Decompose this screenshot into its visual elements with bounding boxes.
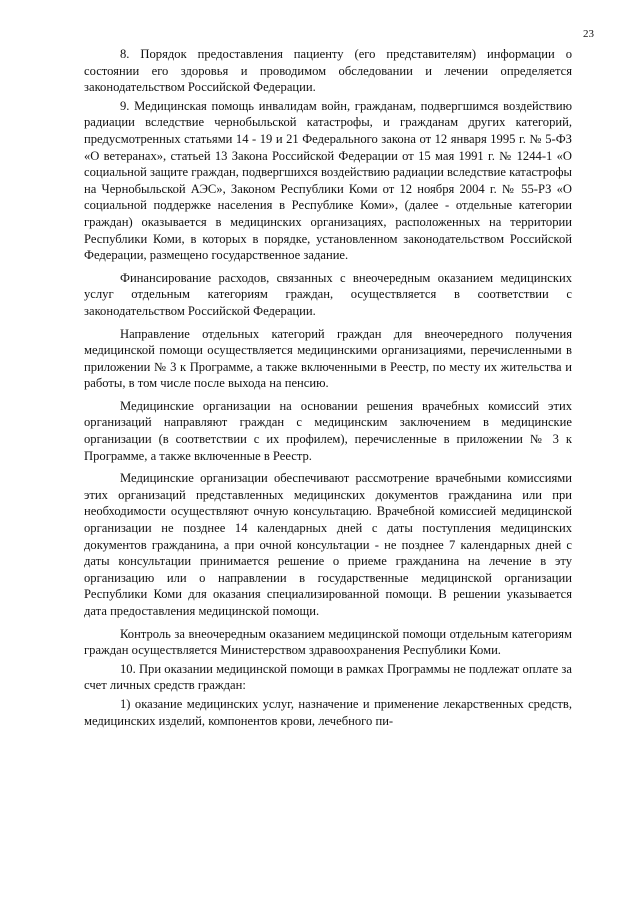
paragraph-review: Медицинские организации обеспечивают рассмотрение врачебными комиссиями этих организаций представленных медицинских документов гражданина или при необходимости осуществляют очную консультацию. Врачебной комиссией медицинской организации не позднее 14 календарных дней с даты поступления медицинских документов гражданина, а при очной консультации - не позднее 7 календарных дней с даты консультации принимается решение о приеме гражданина на лечение в эту организацию или о направлении в государственные медицинской организации Республики Коми для оказания специализированной помощи. В решении указывается дата предоставления медицинской помощи. <box>84 471 572 618</box>
paragraph-referral: Направление отдельных категорий граждан для внеочередного получения медицинской помощи осуществляется медицинскими организациями, перечисленными в приложении № 3 к Программе, а также включенными в Реестр, по месту их жительства и работы, в том числе после выхода на пенсию. <box>84 326 572 391</box>
paragraph-9: 9. Медицинская помощь инвалидам войн, гражданам, подвергшимся воздействию радиации вследствие чернобыльской катастрофы, и гражданам других категорий, предусмотренных статьями 14 - 19 и 21 Федерального закона от 12 января 1995 г. № 5-ФЗ «О ветеранах», статьей 13 Закона Российской Федерации от 15 мая 1991 г. № 1244-1 «О социальной защите граждан, подвергшихся воздействию радиации вследствие катастрофы на Чернобыльской АЭС», Законом Республики Коми от 12 ноября 2004 г. № 55-РЗ «О социальной поддержке населения в Республике Коми», (далее - отдельные категории граждан) оказывается в медицинских организациях, расположенных на территории Республики Коми, в которых в порядке, установленном законодательством Российской Федерации, размещено государственное задание. <box>84 98 572 263</box>
paragraph-financing: Финансирование расходов, связанных с внеочередным оказанием медицинских услуг отдельным категориям граждан, осуществляется в соответствии с законодательством Российской Федерации. <box>84 270 572 318</box>
paragraph-10: 10. При оказании медицинской помощи в рамках Программы не подлежат оплате за счет личных средств граждан: <box>84 661 572 693</box>
paragraph-control: Контроль за внеочередным оказанием медицинской помощи отдельным категориям граждан осуществляется Министерством здравоохранения Республики Коми. <box>84 626 572 658</box>
page-number: 23 <box>583 28 594 40</box>
paragraph-10-item-1: 1) оказание медицинских услуг, назначение и применение лекарственных средств, медицинских изделий, компонентов крови, лечебного пи- <box>84 696 572 728</box>
paragraph-commissions: Медицинские организации на основании решения врачебных комиссий этих организаций направляют граждан с медицинским заключением в медицинские организации (в соответствии с их профилем), перечисленные в приложении № 3 к Программе, а также включенные в Реестр. <box>84 398 572 463</box>
paragraph-8: 8. Порядок предоставления пациенту (его представителям) информации о состоянии его здоровья и проводимом обследовании и лечении определяется законодательством Российской Федерации. <box>84 47 572 95</box>
document-body <box>84 46 572 731</box>
